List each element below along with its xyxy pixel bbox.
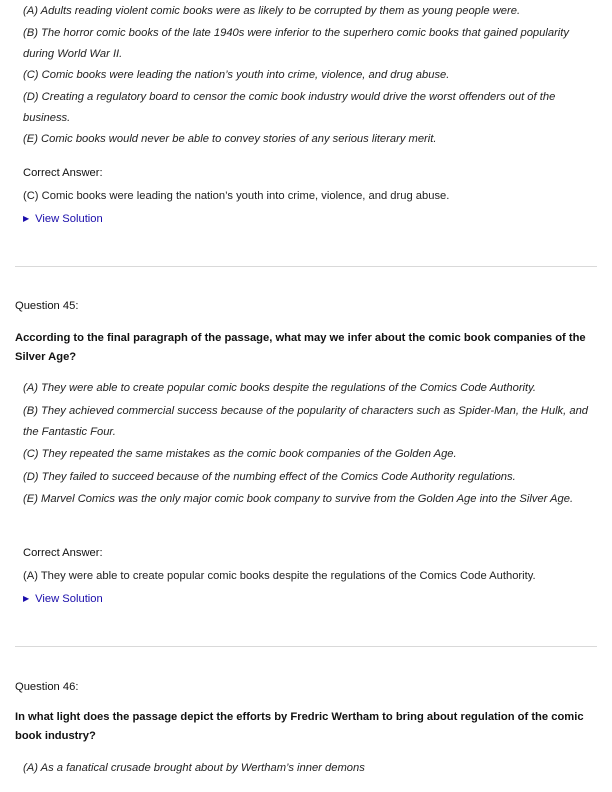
- answer-option-b: (B) The horror comic books of the late 1940s were inferior to the superhero comic books that gained popularity during World War II.: [23, 27, 569, 60]
- view-solution-label: View Solution: [35, 593, 103, 605]
- answer-option-e: (E) Comic books would never be able to convey stories of any serious literary merit.: [23, 133, 437, 145]
- question-text: According to the final paragraph of the passage, what may we infer about the comic book companies of the Silver Age?: [15, 332, 586, 363]
- triangle-right-icon: ▶: [23, 594, 30, 603]
- view-solution-label: View Solution: [35, 213, 103, 225]
- answer-option-a: (A) Adults reading violent comic books were as likely to be corrupted by them as young people were.: [23, 5, 521, 17]
- correct-answer-label: Correct Answer:: [23, 167, 103, 179]
- answer-option-a: (A) As a fanatical crusade brought about by Wertham’s inner demons: [23, 762, 365, 774]
- question-text: In what light does the passage depict the efforts by Fredric Wertham to bring about regulation of the comic book industry?: [15, 711, 584, 742]
- answer-option-a: (A) They were able to create popular comic books despite the regulations of the Comics Code Authority.: [23, 382, 537, 394]
- question-number: Question 46:: [15, 681, 79, 693]
- answer-option-d: (D) They failed to succeed because of the numbing effect of the Comics Code Authority regulations.: [23, 471, 516, 483]
- answer-option-c: (C) Comic books were leading the nation’s youth into crime, violence, and drug abuse.: [23, 69, 450, 81]
- answer-option-e: (E) Marvel Comics was the only major comic book company to survive from the Golden Age into the Silver Age.: [23, 493, 574, 505]
- correct-answer-text: (C) Comic books were leading the nation’s youth into crime, violence, and drug abuse.: [23, 190, 450, 202]
- view-solution-toggle[interactable]: [23, 591, 103, 607]
- answer-option-d: (D) Creating a regulatory board to censor the comic book industry would drive the worst offenders out of the business.: [23, 91, 556, 124]
- correct-answer-text: (A) They were able to create popular comic books despite the regulations of the Comics Code Authority.: [23, 570, 536, 582]
- section-divider: [15, 646, 597, 647]
- correct-answer-label: Correct Answer:: [23, 547, 103, 559]
- answer-option-c: (C) They repeated the same mistakes as the comic book companies of the Golden Age.: [23, 448, 457, 460]
- answer-option-b: (B) They achieved commercial success because of the popularity of characters such as Spider-Man, the Hulk, and the Fantastic Four.: [23, 405, 589, 438]
- question-number: Question 45:: [15, 300, 79, 312]
- triangle-right-icon: ▶: [23, 214, 30, 223]
- section-divider: [15, 266, 597, 267]
- view-solution-toggle[interactable]: [23, 211, 103, 227]
